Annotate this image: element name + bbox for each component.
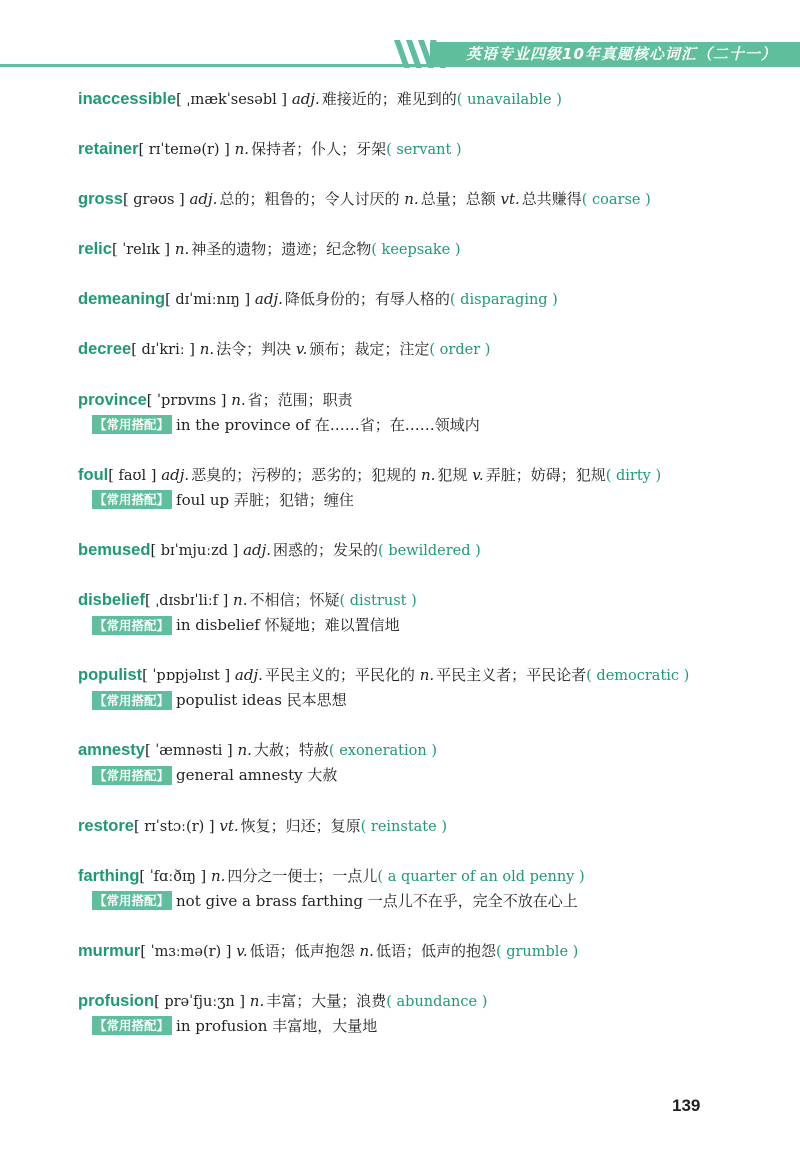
chinese-definition: 低语；低声的抱怨 <box>375 941 496 960</box>
headword: profusion <box>78 991 155 1010</box>
collocation-tag: 【常用搭配】 <box>92 415 172 434</box>
collocation-text: in disbelief 怀疑地；难以置信地 <box>176 616 400 635</box>
pronunciation: [ dɪˈmiːnɪŋ ] <box>165 292 251 309</box>
headword: gross <box>78 190 123 209</box>
synonym: ( order ) <box>429 342 491 359</box>
synonym: ( dirty ) <box>605 467 662 484</box>
synonym: ( keepsake ) <box>371 242 461 259</box>
headword: inaccessible <box>78 90 177 108</box>
headword: farthing <box>78 866 140 885</box>
headword: murmur <box>78 941 141 960</box>
pronunciation: [ ˈmɜːmə(r) ] <box>140 943 232 960</box>
pronunciation: [ ˈæmnəsti ] <box>144 743 233 760</box>
part-of-speech: n. <box>419 666 435 685</box>
headword: decree <box>78 340 132 359</box>
headword: disbelief <box>78 591 145 610</box>
chinese-definition: 保持者；仆人；牙架 <box>251 140 387 159</box>
chinese-definition: 低语；低声抱怨 <box>249 941 355 960</box>
pronunciation: [ rɪˈstɔː(r) ] <box>133 818 215 835</box>
collocation-tag: 【常用搭配】 <box>92 616 172 635</box>
part-of-speech: adj. <box>234 666 263 685</box>
part-of-speech: n. <box>199 340 215 359</box>
headword: restore <box>78 816 134 835</box>
synonym: ( coarse ) <box>581 192 651 209</box>
part-of-speech: vt. <box>219 816 239 835</box>
pronunciation: [ ˈpɒpjəlɪst ] <box>142 668 231 685</box>
part-of-speech: adj. <box>291 90 320 108</box>
chinese-definition: 丰富；大量；浪费 <box>266 991 387 1010</box>
collocation-line <box>78 488 778 513</box>
vocab-entry <box>78 814 778 864</box>
part-of-speech: adj. <box>189 190 218 209</box>
synonym: ( a quarter of an old penny ) <box>377 868 585 885</box>
pronunciation: [ ˈrelɪk ] <box>111 242 171 259</box>
part-of-speech: n. <box>234 140 250 159</box>
synonym: ( unavailable ) <box>456 92 562 108</box>
collocation-tag: 【常用搭配】 <box>92 766 172 785</box>
chinese-definition: 犯规 <box>437 465 468 484</box>
entry-headline <box>78 287 778 312</box>
vocab-entry <box>78 864 778 939</box>
collocation-line <box>78 889 778 914</box>
entry-headline <box>78 939 778 964</box>
chinese-definition: 恶臭的；污秽的；恶劣的；犯规的 <box>191 465 417 484</box>
headword: amnesty <box>78 741 145 760</box>
collocation-text: in the province of 在……省；在……领域内 <box>176 415 480 434</box>
collocation-line <box>78 1014 778 1039</box>
pronunciation: [ ˈprɒvɪns ] <box>146 392 227 409</box>
chinese-definition: 恢复；归还；复原 <box>240 816 361 835</box>
part-of-speech: n. <box>420 465 436 484</box>
entry-headline <box>78 738 778 763</box>
synonym: ( grumble ) <box>495 943 579 960</box>
entry-headline <box>78 237 778 262</box>
vocab-entry <box>78 989 778 1064</box>
collocation-tag: 【常用搭配】 <box>92 891 172 910</box>
chinese-definition: 平民主义者；平民论者 <box>436 666 587 685</box>
vocab-entry <box>78 187 778 237</box>
part-of-speech: vt. <box>500 190 520 209</box>
chinese-definition: 困惑的；发呆的 <box>273 540 379 559</box>
chinese-definition: 难接近的；难见到的 <box>321 90 457 108</box>
vocab-entry <box>78 287 778 337</box>
synonym: ( servant ) <box>386 142 462 159</box>
synonym: ( bewildered ) <box>378 542 481 559</box>
part-of-speech: n. <box>404 190 419 209</box>
vocab-entry <box>78 388 778 463</box>
vocab-entry <box>78 337 778 387</box>
synonym: ( abundance ) <box>386 993 488 1010</box>
chinese-definition: 不相信；怀疑 <box>249 591 340 610</box>
pronunciation: [ rɪˈteɪnə(r) ] <box>138 142 230 159</box>
part-of-speech: v. <box>295 340 308 359</box>
vocab-entry <box>78 588 778 663</box>
collocation-text: general amnesty 大赦 <box>176 766 338 785</box>
entry-headline <box>78 187 778 212</box>
part-of-speech: adj. <box>254 290 283 309</box>
collocation-tag: 【常用搭配】 <box>92 691 172 710</box>
headword: retainer <box>78 140 139 159</box>
pronunciation: [ faʊl ] <box>108 467 157 484</box>
headword: populist <box>78 666 143 685</box>
part-of-speech: adj. <box>243 540 272 559</box>
pronunciation: [ ɡrəʊs ] <box>122 192 185 209</box>
entry-headline <box>78 663 778 688</box>
part-of-speech: v. <box>236 941 248 960</box>
chinese-definition: 总共赚得 <box>521 190 582 209</box>
headword: relic <box>78 240 112 259</box>
collocation-line <box>78 688 778 713</box>
entry-headline <box>78 814 778 839</box>
part-of-speech: adj. <box>161 465 190 484</box>
headword: demeaning <box>78 290 166 309</box>
collocation-line <box>78 763 778 788</box>
part-of-speech: n. <box>210 866 226 885</box>
chinese-definition: 神圣的遗物；遗迹；纪念物 <box>191 240 372 259</box>
collocation-text: foul up 弄脏；犯错；缠住 <box>176 490 354 509</box>
chinese-definition: 弄脏；妨碍；犯规 <box>485 465 606 484</box>
chinese-definition: 总量；总额 <box>420 190 496 209</box>
synonym: ( exoneration ) <box>328 743 437 760</box>
page-number: 139 <box>672 1096 701 1115</box>
headword: bemused <box>78 540 151 559</box>
part-of-speech: n. <box>233 591 248 610</box>
pronunciation: [ prəˈfjuːʒn ] <box>154 993 246 1010</box>
collocation-text: populist ideas 民本思想 <box>176 691 347 710</box>
chinese-definition: 平民主义的；平民化的 <box>264 666 415 685</box>
collocation-text: not give a brass farthing 一点儿不在乎，完全不放在心上 <box>176 891 578 910</box>
collocation-tag: 【常用搭配】 <box>92 490 172 509</box>
vocab-entry <box>78 137 778 187</box>
pronunciation: [ ˈfɑːðɪŋ ] <box>139 868 207 885</box>
headword: foul <box>78 465 109 484</box>
synonym: ( disparaging ) <box>449 292 558 309</box>
entry-headline <box>78 137 778 162</box>
entry-headline <box>78 588 778 613</box>
part-of-speech: n. <box>174 240 190 259</box>
vocab-entry <box>78 738 778 813</box>
vocab-entry <box>78 663 778 738</box>
chinese-definition: 大赦；特赦 <box>253 741 329 760</box>
synonym: ( distrust ) <box>339 593 417 610</box>
chinese-definition: 四分之一便士；一点儿 <box>227 866 378 885</box>
part-of-speech: n. <box>237 741 252 760</box>
entry-headline <box>78 538 778 563</box>
part-of-speech: n. <box>249 991 265 1010</box>
part-of-speech: n. <box>359 941 374 960</box>
chinese-definition: 法令；判决 <box>216 340 292 359</box>
chinese-definition: 省；范围；职责 <box>247 390 353 409</box>
synonym: ( reinstate ) <box>360 818 447 835</box>
entry-headline <box>78 388 778 413</box>
pronunciation: [ ˌdɪsbɪˈliːf ] <box>144 593 229 610</box>
vocab-entry <box>78 939 778 989</box>
part-of-speech: v. <box>472 465 484 484</box>
pronunciation: [ ˌɪnækˈsesəbl ] <box>176 92 288 108</box>
headword: province <box>78 390 147 409</box>
part-of-speech: n. <box>231 390 246 409</box>
collocation-tag: 【常用搭配】 <box>92 1016 172 1035</box>
vocabulary-list <box>78 87 778 1064</box>
vocab-entry <box>78 237 778 287</box>
chapter-title: 英语专业四级10年真题核心词汇（二十一） <box>466 45 777 63</box>
entry-headline <box>78 87 778 112</box>
vocab-entry <box>78 538 778 588</box>
entry-headline <box>78 864 778 889</box>
pronunciation: [ bɪˈmjuːzd ] <box>150 542 239 559</box>
entry-headline <box>78 463 778 488</box>
chinese-definition: 总的；粗鲁的；令人讨厌的 <box>219 190 400 209</box>
chinese-definition: 降低身份的；有辱人格的 <box>284 290 450 309</box>
vocab-entry <box>78 87 778 137</box>
vocab-entry <box>78 463 778 538</box>
diagonal-stripes-icon <box>392 40 452 68</box>
synonym: ( democratic ) <box>586 668 690 685</box>
collocation-line <box>78 413 778 438</box>
collocation-text: in profusion 丰富地，大量地 <box>176 1016 378 1035</box>
collocation-line <box>78 613 778 638</box>
chinese-definition: 颁布；裁定；注定 <box>309 340 430 359</box>
entry-headline <box>78 989 778 1014</box>
pronunciation: [ dɪˈkriː ] <box>131 342 195 359</box>
entry-headline <box>78 337 778 362</box>
